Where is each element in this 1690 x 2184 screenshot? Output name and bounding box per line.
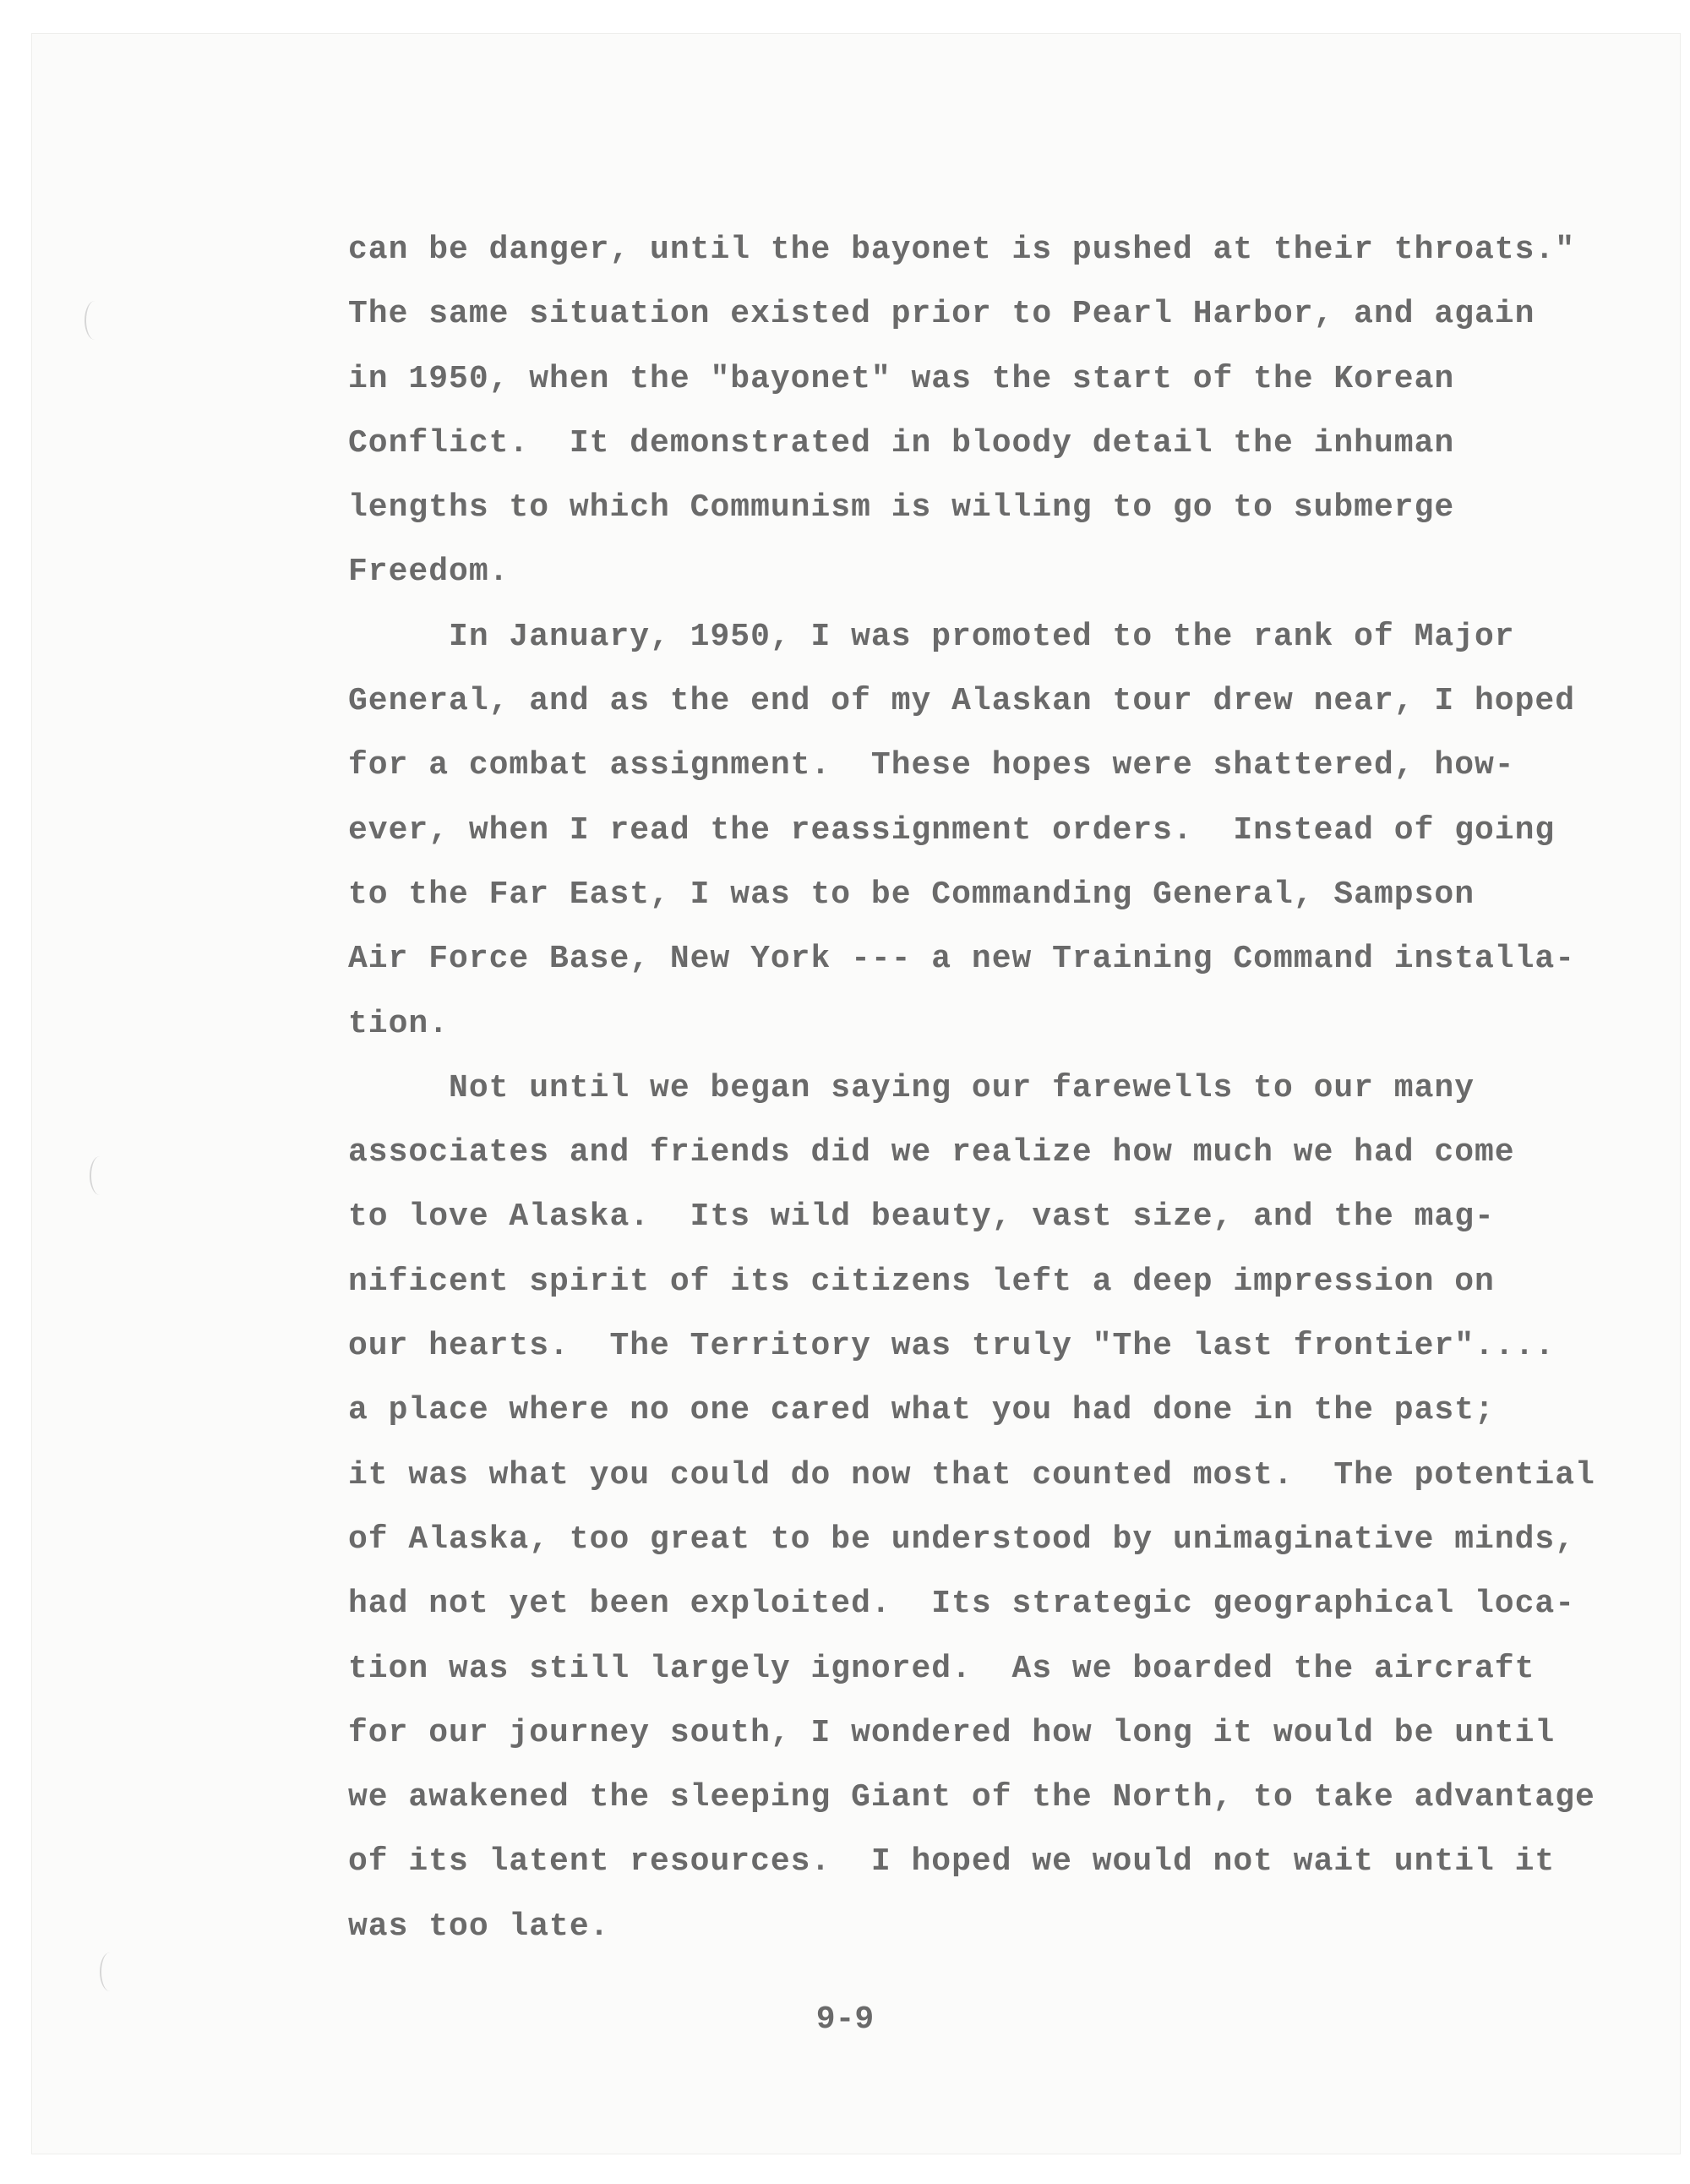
text-line: Conflict. It demonstrated in bloody detail the inhuman [348, 424, 1455, 461]
body-text [348, 218, 1595, 1959]
text-line: was too late. [348, 1908, 610, 1945]
text-line: for a combat assignment. These hopes were shattered, how- [348, 747, 1515, 784]
text-line: to love Alaska. Its wild beauty, vast size, and the mag- [348, 1198, 1495, 1236]
text-line: tion. [348, 1005, 450, 1042]
text-line: it was what you could do now that counted most. The potential [348, 1456, 1595, 1493]
text-line: nificent spirit of its citizens left a deep impression on [348, 1263, 1495, 1300]
text-line: can be danger, until the bayonet is pushed at their throats." [348, 232, 1576, 268]
binder-hole-mark-bottom [100, 1952, 120, 1991]
text-line: a place where no one cared what you had done in the past; [348, 1392, 1495, 1429]
text-line: Not until we began saying our farewells to our many [348, 1069, 1475, 1106]
text-line: ever, when I read the reassignment orders. Instead of going [348, 811, 1556, 849]
text-line: General, and as the end of my Alaskan tour drew near, I hoped [348, 683, 1576, 720]
binder-hole-mark-middle [90, 1156, 110, 1195]
text-line: in 1950, when the "bayonet" was the start of the Korean [348, 360, 1455, 397]
text-line: Air Force Base, New York --- a new Training Command installa- [348, 941, 1576, 978]
text-line: our hearts. The Territory was truly "The last frontier".... [348, 1328, 1556, 1365]
text-line: Freedom. [348, 554, 510, 591]
text-line: tion was still largely ignored. As we boarded the aircraft [348, 1650, 1535, 1687]
text-line: we awakened the sleeping Giant of the North, to take advantage [348, 1779, 1595, 1816]
text-line: associates and friends did we realize how much we had come [348, 1134, 1515, 1171]
text-line: to the Far East, I was to be Commanding General, Sampson [348, 876, 1475, 913]
text-line: had not yet been exploited. Its strategic geographical loca- [348, 1586, 1576, 1623]
text-line: for our journey south, I wondered how long it would be until [348, 1714, 1556, 1751]
text-line: lengths to which Communism is willing to go to submerge [348, 489, 1455, 527]
text-line: of Alaska, too great to be understood by unimaginative minds, [348, 1521, 1576, 1558]
text-line: In January, 1950, I was promoted to the rank of Major [348, 618, 1515, 655]
text-line: of its latent resources. I hoped we would not wait until it [348, 1843, 1556, 1881]
page-number: 9-9 [815, 2001, 875, 2038]
text-line: The same situation existed prior to Pearl Harbor, and again [348, 296, 1535, 333]
binder-hole-mark-top [84, 301, 105, 340]
